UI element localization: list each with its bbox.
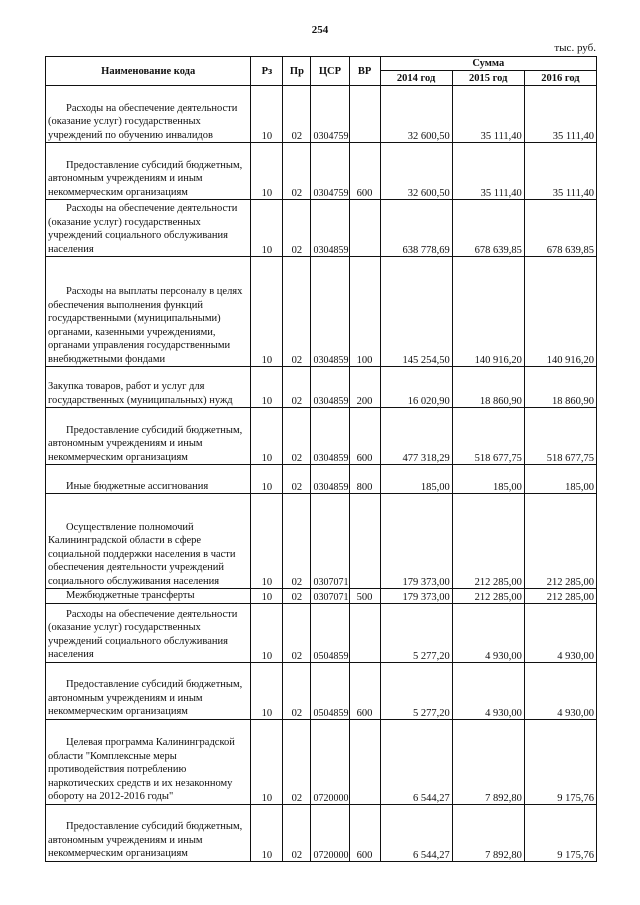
page-number: 254 — [311, 24, 329, 36]
row-name: Иные бюджетные ассигнования — [46, 465, 251, 494]
row-rz: 10 — [251, 200, 283, 257]
row-value-2014: 477 318,29 — [380, 408, 452, 465]
row-name: Предоставление субсидий бюджетным, автономным учреждениям и иным некоммерческим организациям — [46, 143, 251, 200]
row-value-2014: 5 277,20 — [380, 662, 452, 719]
table-row — [46, 804, 597, 861]
table-row — [46, 86, 597, 143]
row-value-2014: 179 373,00 — [380, 589, 452, 604]
row-vr: 600 — [349, 804, 380, 861]
row-pr: 02 — [283, 719, 311, 804]
row-name: Расходы на выплаты персоналу в целях обеспечения выполнения функций государственными (муниципальными) органами, казенными учреждениями, органами управления государственными внебюджетными фондами — [46, 257, 251, 367]
row-rz: 10 — [251, 589, 283, 604]
row-csr: 0304859 — [311, 200, 349, 257]
table-row — [46, 143, 597, 200]
table-body — [46, 86, 597, 862]
row-csr: 0307071 — [311, 494, 349, 589]
table-row — [46, 408, 597, 465]
row-value-2015: 140 916,20 — [452, 257, 524, 367]
table-row — [46, 200, 597, 257]
row-pr: 02 — [283, 465, 311, 494]
table-row — [46, 662, 597, 719]
row-rz: 10 — [251, 465, 283, 494]
row-csr: 0504859 — [311, 603, 349, 662]
row-pr: 02 — [283, 143, 311, 200]
row-rz: 10 — [251, 662, 283, 719]
row-vr — [349, 86, 380, 143]
row-value-2016: 185,00 — [524, 465, 596, 494]
row-value-2014: 185,00 — [380, 465, 452, 494]
row-csr: 0304759 — [311, 143, 349, 200]
table-row — [46, 465, 597, 494]
header-year-2014: 2014 год — [380, 71, 452, 86]
row-name: Закупка товаров, работ и услуг для государственных (муниципальных) нужд — [46, 367, 251, 408]
row-vr — [349, 494, 380, 589]
row-pr: 02 — [283, 662, 311, 719]
row-value-2016: 18 860,90 — [524, 367, 596, 408]
table-row — [46, 494, 597, 589]
row-value-2014: 32 600,50 — [380, 143, 452, 200]
row-vr — [349, 719, 380, 804]
row-pr: 02 — [283, 804, 311, 861]
row-value-2015: 4 930,00 — [452, 662, 524, 719]
row-pr: 02 — [283, 257, 311, 367]
row-value-2015: 7 892,80 — [452, 719, 524, 804]
header-pr: Пр — [283, 57, 311, 86]
row-pr: 02 — [283, 494, 311, 589]
row-csr: 0504859 — [311, 662, 349, 719]
row-value-2014: 6 544,27 — [380, 804, 452, 861]
row-name: Предоставление субсидий бюджетным, автономным учреждениям и иным некоммерческим организациям — [46, 804, 251, 861]
row-csr: 0720000 — [311, 719, 349, 804]
row-value-2015: 678 639,85 — [452, 200, 524, 257]
header-csr: ЦСР — [311, 57, 349, 86]
row-value-2015: 185,00 — [452, 465, 524, 494]
row-csr: 0304859 — [311, 367, 349, 408]
row-pr: 02 — [283, 408, 311, 465]
row-value-2015: 35 111,40 — [452, 143, 524, 200]
header-sum: Сумма — [380, 57, 596, 71]
row-csr: 0307071 — [311, 589, 349, 604]
units-label: тыс. руб. — [554, 42, 596, 54]
row-pr: 02 — [283, 603, 311, 662]
header-year-2015: 2015 год — [452, 71, 524, 86]
row-pr: 02 — [283, 589, 311, 604]
header-name: Наименование кода — [46, 57, 251, 86]
row-value-2016: 9 175,76 — [524, 804, 596, 861]
row-name: Межбюджетные трансферты — [46, 589, 251, 604]
row-value-2016: 678 639,85 — [524, 200, 596, 257]
row-value-2016: 35 111,40 — [524, 86, 596, 143]
row-value-2015: 35 111,40 — [452, 86, 524, 143]
table-row — [46, 603, 597, 662]
row-name: Расходы на обеспечение деятельности (оказание услуг) государственных учреждений социального обслуживания населения — [46, 200, 251, 257]
table-row — [46, 719, 597, 804]
row-name: Целевая программа Калининградской области "Комплексные меры противодействия потреблению наркотических средств и их незаконному обороту на 2012-2016 годы" — [46, 719, 251, 804]
row-vr — [349, 200, 380, 257]
row-value-2014: 32 600,50 — [380, 86, 452, 143]
row-vr: 600 — [349, 408, 380, 465]
row-value-2014: 6 544,27 — [380, 719, 452, 804]
row-value-2015: 4 930,00 — [452, 603, 524, 662]
row-rz: 10 — [251, 86, 283, 143]
row-pr: 02 — [283, 86, 311, 143]
row-vr — [349, 603, 380, 662]
row-value-2016: 212 285,00 — [524, 589, 596, 604]
header-rz: Рз — [251, 57, 283, 86]
row-name: Предоставление субсидий бюджетным, автономным учреждениям и иным некоммерческим организациям — [46, 662, 251, 719]
row-value-2015: 7 892,80 — [452, 804, 524, 861]
row-pr: 02 — [283, 200, 311, 257]
row-vr: 600 — [349, 143, 380, 200]
budget-table — [45, 56, 597, 862]
row-rz: 10 — [251, 603, 283, 662]
row-value-2014: 179 373,00 — [380, 494, 452, 589]
row-rz: 10 — [251, 719, 283, 804]
row-csr: 0304859 — [311, 408, 349, 465]
row-rz: 10 — [251, 408, 283, 465]
row-rz: 10 — [251, 494, 283, 589]
table-row — [46, 367, 597, 408]
row-csr: 0304859 — [311, 257, 349, 367]
row-rz: 10 — [251, 367, 283, 408]
row-value-2014: 145 254,50 — [380, 257, 452, 367]
row-value-2014: 638 778,69 — [380, 200, 452, 257]
row-value-2016: 212 285,00 — [524, 494, 596, 589]
row-name: Предоставление субсидий бюджетным, автономным учреждениям и иным некоммерческим организациям — [46, 408, 251, 465]
row-value-2015: 212 285,00 — [452, 589, 524, 604]
row-pr: 02 — [283, 367, 311, 408]
row-vr: 500 — [349, 589, 380, 604]
table-row — [46, 589, 597, 604]
row-vr: 100 — [349, 257, 380, 367]
row-csr: 0720000 — [311, 804, 349, 861]
row-value-2015: 18 860,90 — [452, 367, 524, 408]
row-value-2016: 9 175,76 — [524, 719, 596, 804]
row-value-2016: 4 930,00 — [524, 662, 596, 719]
row-value-2016: 518 677,75 — [524, 408, 596, 465]
row-name: Расходы на обеспечение деятельности (оказание услуг) государственных учреждений по обучению инвалидов — [46, 86, 251, 143]
row-value-2016: 4 930,00 — [524, 603, 596, 662]
row-value-2016: 140 916,20 — [524, 257, 596, 367]
row-rz: 10 — [251, 143, 283, 200]
row-value-2015: 212 285,00 — [452, 494, 524, 589]
row-csr: 0304759 — [311, 86, 349, 143]
row-vr: 200 — [349, 367, 380, 408]
row-csr: 0304859 — [311, 465, 349, 494]
row-value-2016: 35 111,40 — [524, 143, 596, 200]
row-rz: 10 — [251, 257, 283, 367]
row-value-2014: 5 277,20 — [380, 603, 452, 662]
row-name: Расходы на обеспечение деятельности (оказание услуг) государственных учреждений социального обслуживания населения — [46, 603, 251, 662]
row-name: Осуществление полномочий Калининградской области в сфере социальной поддержки населения в части обеспечения деятельности учреждений социального обслуживания населения — [46, 494, 251, 589]
row-vr: 800 — [349, 465, 380, 494]
header-vr: ВР — [349, 57, 380, 86]
row-rz: 10 — [251, 804, 283, 861]
row-value-2015: 518 677,75 — [452, 408, 524, 465]
table-row — [46, 257, 597, 367]
header-year-2016: 2016 год — [524, 71, 596, 86]
row-value-2014: 16 020,90 — [380, 367, 452, 408]
row-vr: 600 — [349, 662, 380, 719]
